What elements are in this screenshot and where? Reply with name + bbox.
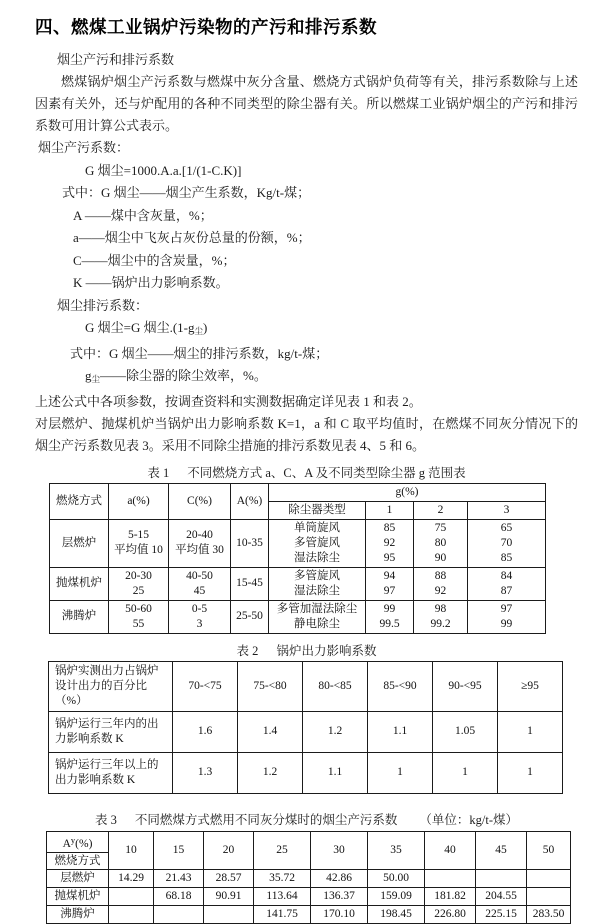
intro-paragraph: 燃煤锅炉烟尘产污系数与燃煤中灰分含量、燃烧方式锅炉负荷等有关，排污系数除与上述因素有关外，还与炉配用的各种不同类型的除尘器有关。所以燃煤工业锅炉烟尘的产污和排污系数可用计算公式表示。 bbox=[35, 74, 578, 133]
table3-caption-label: 表 3 bbox=[94, 812, 117, 827]
table3-cell bbox=[527, 887, 571, 905]
corner-text: A bbox=[62, 837, 71, 850]
cell-line: 99.2 bbox=[430, 617, 451, 630]
table3-cell: 68.18 bbox=[154, 887, 204, 905]
table3-cell bbox=[476, 869, 527, 887]
cell-line: 20-40 bbox=[186, 529, 213, 541]
term-text-end: ——除尘器的除尘效率，%。 bbox=[100, 368, 267, 383]
emission-formula-equation bbox=[85, 317, 578, 343]
cell-g1 bbox=[366, 519, 414, 567]
equation-subscript: 尘 bbox=[194, 326, 204, 336]
table3-cell bbox=[425, 869, 476, 887]
cell-a bbox=[109, 600, 169, 633]
cell-line: 55 bbox=[132, 617, 145, 630]
table2-cell: 85-<90 bbox=[368, 661, 433, 711]
cell-line: 多管旋风 bbox=[294, 569, 340, 582]
note-paragraph-1: 上述公式中各项参数，按调查资料和实测数据确定详见表 1 和表 2。 bbox=[35, 393, 422, 409]
formula-term-a: a——烟尘中飞灰占灰份总量的份额，%； bbox=[73, 230, 311, 245]
table2-row-label: 锅炉运行三年内的出力影响系数 K bbox=[49, 711, 173, 752]
table3-ash-col: 20 bbox=[204, 831, 254, 869]
cell-g2 bbox=[414, 567, 468, 600]
cell-line: 多管旋风 bbox=[294, 536, 340, 549]
cell-line: 单筒旋风 bbox=[294, 521, 340, 534]
cell-collectors bbox=[269, 519, 366, 567]
table3-ash-col: 10 bbox=[109, 831, 154, 869]
page-title: 四、燃煤工业锅炉污染物的产污和排污系数 bbox=[35, 17, 377, 37]
table3-cell: 198.45 bbox=[368, 905, 425, 923]
table1-range-table bbox=[49, 483, 546, 634]
table2-cell: 1 bbox=[498, 752, 563, 793]
cell-line: 平均值 10 bbox=[114, 544, 163, 556]
cell-line: 3 bbox=[196, 617, 203, 630]
table2-cell: 1 bbox=[368, 752, 433, 793]
cell-g3 bbox=[468, 519, 546, 567]
emission-formula-heading: 烟尘排污系数： bbox=[57, 297, 149, 313]
table1-header-row-1 bbox=[50, 483, 546, 501]
table3-cell: 42.86 bbox=[311, 869, 368, 887]
cell-line: 0-5 bbox=[191, 602, 208, 615]
table2-cell: 1.1 bbox=[303, 752, 368, 793]
table3-cell: 141.75 bbox=[254, 905, 311, 923]
table2-row-label: 锅炉实测出力占锅炉设计出力的百分比（%） bbox=[49, 661, 173, 711]
table3-row-label: 沸腾炉 bbox=[47, 905, 109, 923]
table3-ash-col: 25 bbox=[254, 831, 311, 869]
cell-method: 层燃炉 bbox=[50, 519, 109, 567]
cell-line: 70 bbox=[500, 536, 513, 549]
table3-cell: 21.43 bbox=[154, 869, 204, 887]
table3-caption-text: 不同燃煤方式燃用不同灰分煤时的烟尘产污系数 bbox=[134, 812, 398, 827]
cell-A: 15-45 bbox=[231, 567, 269, 600]
table3-cell: 90.91 bbox=[204, 887, 254, 905]
cell-line: 84 bbox=[500, 569, 513, 582]
table3-cell bbox=[204, 905, 254, 923]
table3-ash-col: 50 bbox=[527, 831, 571, 869]
table3-cell: 170.10 bbox=[311, 905, 368, 923]
table3-ash-col: 15 bbox=[154, 831, 204, 869]
table3-caption-unit: （单位：kg/t-煤） bbox=[419, 812, 518, 827]
cell-line: 95 bbox=[383, 551, 396, 564]
cell-line: 25 bbox=[132, 584, 145, 597]
table2-cell: ≥95 bbox=[498, 661, 563, 711]
note-paragraph-2: 对层燃炉、抛煤机炉当锅炉出力影响系数 K=1，a 和 C 取平均值时，在燃煤不同灰分情况下的烟尘产污系数见表 3。采用不同除尘措施的排污系数见表 4、5 和 6。 bbox=[35, 415, 578, 453]
cell-line: 99 bbox=[500, 617, 513, 630]
table1-header-collector-type: 除尘器类型 bbox=[269, 501, 366, 519]
table2-row-within3years bbox=[49, 711, 563, 752]
cell-line: 88 bbox=[434, 569, 447, 582]
table3-row-cengranlu bbox=[47, 869, 571, 887]
cell-line: 40-50 bbox=[186, 569, 213, 582]
cell-line: 平均值 30 bbox=[175, 544, 224, 556]
cell-line: 99 bbox=[383, 602, 396, 615]
table3-row-paomeijilu bbox=[47, 887, 571, 905]
table3-cell: 28.57 bbox=[204, 869, 254, 887]
table3-cell: 136.37 bbox=[311, 887, 368, 905]
table2-caption bbox=[35, 641, 578, 659]
cell-method: 抛煤机炉 bbox=[50, 567, 109, 600]
table3-ash-col: 35 bbox=[368, 831, 425, 869]
table1-header-method: 燃烧方式 bbox=[50, 483, 109, 519]
table2-caption-label: 表 2 bbox=[236, 643, 259, 658]
cell-collectors bbox=[269, 600, 366, 633]
table3-cell bbox=[154, 905, 204, 923]
table3-cell bbox=[527, 869, 571, 887]
table2-caption-text: 锅炉出力影响系数 bbox=[276, 643, 377, 658]
cell-line: 85 bbox=[383, 521, 396, 534]
term-text: g bbox=[85, 368, 92, 383]
table3-caption bbox=[35, 810, 578, 828]
formula-term-g: 式中：G 烟尘——烟尘产生系数，Kg/t-煤； bbox=[62, 185, 311, 200]
cell-line: 98 bbox=[434, 602, 447, 615]
cell-line: 90 bbox=[434, 551, 447, 564]
cell-line: 65 bbox=[500, 521, 513, 534]
table2-cell: 1.2 bbox=[238, 752, 303, 793]
table3-row-feitenglu bbox=[47, 905, 571, 923]
table2-output-coefficient bbox=[48, 661, 563, 794]
table3-cell bbox=[109, 887, 154, 905]
cell-g3 bbox=[468, 600, 546, 633]
cell-line: 45 bbox=[193, 584, 206, 597]
formula-term-K: K ——锅炉出力影响系数。 bbox=[73, 275, 229, 290]
cell-line: 湿法除尘 bbox=[294, 584, 340, 597]
emission-term-gdust bbox=[85, 365, 578, 391]
cell-g2 bbox=[414, 600, 468, 633]
table1-header-grade3: 3 bbox=[468, 501, 546, 519]
equation-text: G 烟尘=G 烟尘.(1-g bbox=[85, 320, 195, 335]
table2-cell: 1 bbox=[433, 752, 498, 793]
table1-caption-text: 不同燃烧方式 a、C、A 及不同类型除尘器 g 范围表 bbox=[187, 465, 466, 480]
table3-cell: 159.09 bbox=[368, 887, 425, 905]
table3-cell: 181.82 bbox=[425, 887, 476, 905]
cell-line: 92 bbox=[383, 536, 396, 549]
table1-row-feitenglu bbox=[50, 600, 546, 633]
cell-c bbox=[169, 567, 231, 600]
table2-cell: 75-<80 bbox=[238, 661, 303, 711]
cell-line: 85 bbox=[500, 551, 513, 564]
cell-line: 静电除尘 bbox=[294, 617, 340, 630]
equation-text-end: ) bbox=[203, 320, 208, 335]
table3-cell: 225.15 bbox=[476, 905, 527, 923]
table2-cell: 1.6 bbox=[173, 711, 238, 752]
cell-A: 25-50 bbox=[231, 600, 269, 633]
cell-line: 5-15 bbox=[127, 529, 150, 541]
table3-cell: 14.29 bbox=[109, 869, 154, 887]
table3-cell: 35.72 bbox=[254, 869, 311, 887]
cell-line: 94 bbox=[383, 569, 396, 582]
table3-cell: 204.55 bbox=[476, 887, 527, 905]
cell-line: 87 bbox=[500, 584, 513, 597]
cell-line: 50-60 bbox=[125, 602, 152, 615]
term-subscript: 尘 bbox=[91, 374, 101, 384]
cell-line: 多管加湿法除尘 bbox=[276, 602, 358, 615]
table3-cell: 226.80 bbox=[425, 905, 476, 923]
emission-term-g: 式中：G 烟尘——烟尘的排污系数，kg/t-煤； bbox=[70, 345, 329, 361]
table1-header-a: a(%) bbox=[109, 483, 169, 519]
table1-header-g: g(%) bbox=[269, 483, 546, 501]
table2-header-row bbox=[49, 661, 563, 711]
cell-c bbox=[169, 600, 231, 633]
cell-line: 湿法除尘 bbox=[294, 551, 340, 564]
table3-corner-method: 燃烧方式 bbox=[47, 852, 109, 869]
production-formula-equation: G 烟尘=1000.A.a.[1/(1-C.K)] bbox=[85, 162, 242, 178]
table2-cell: 80-<85 bbox=[303, 661, 368, 711]
cell-line: 20-30 bbox=[125, 569, 152, 582]
section-subtitle: 烟尘产污和排污系数 bbox=[57, 52, 175, 67]
production-formula-heading: 烟尘产污系数： bbox=[38, 140, 130, 155]
table3-corner-ash bbox=[47, 831, 109, 852]
table2-cell: 90-<95 bbox=[433, 661, 498, 711]
table1-row-paomeijilu bbox=[50, 567, 546, 600]
table2-cell: 1.4 bbox=[238, 711, 303, 752]
cell-g2 bbox=[414, 519, 468, 567]
formula-term-A: A ——煤中含灰量，%； bbox=[73, 207, 213, 223]
table1-header-c: C(%) bbox=[169, 483, 231, 519]
cell-g3 bbox=[468, 567, 546, 600]
table1-header-grade2: 2 bbox=[414, 501, 468, 519]
table3-cell: 283.50 bbox=[527, 905, 571, 923]
cell-c bbox=[169, 519, 231, 567]
table2-cell: 1 bbox=[498, 711, 563, 752]
cell-line: 97 bbox=[500, 602, 513, 615]
cell-a bbox=[109, 519, 169, 567]
table3-cell bbox=[109, 905, 154, 923]
corner-superscript: y bbox=[70, 834, 76, 845]
cell-a bbox=[109, 567, 169, 600]
table3-production-coefficient bbox=[46, 831, 571, 924]
table3-ash-col: 40 bbox=[425, 831, 476, 869]
cell-A: 10-35 bbox=[231, 519, 269, 567]
table1-caption bbox=[35, 463, 578, 481]
table2-cell: 1.2 bbox=[303, 711, 368, 752]
table2-cell: 70-<75 bbox=[173, 661, 238, 711]
table2-cell: 1.3 bbox=[173, 752, 238, 793]
table1-header-A: A(%) bbox=[231, 483, 269, 519]
cell-collectors bbox=[269, 567, 366, 600]
corner-text-end: (%) bbox=[75, 837, 93, 850]
cell-g1 bbox=[366, 567, 414, 600]
cell-method: 沸腾炉 bbox=[50, 600, 109, 633]
table3-ash-col: 30 bbox=[311, 831, 368, 869]
table2-cell: 1.1 bbox=[368, 711, 433, 752]
table3-row-label: 层燃炉 bbox=[47, 869, 109, 887]
cell-g1 bbox=[366, 600, 414, 633]
table3-cell: 113.64 bbox=[254, 887, 311, 905]
table2-row-over3years bbox=[49, 752, 563, 793]
cell-line: 97 bbox=[383, 584, 396, 597]
table3-row-label: 抛煤机炉 bbox=[47, 887, 109, 905]
cell-line: 80 bbox=[434, 536, 447, 549]
table2-row-label: 锅炉运行三年以上的出力影响系数 K bbox=[49, 752, 173, 793]
table1-row-cengranlu bbox=[50, 519, 546, 567]
table1-header-grade1: 1 bbox=[366, 501, 414, 519]
table3-header-row-1 bbox=[47, 831, 571, 852]
table2-cell: 1.05 bbox=[433, 711, 498, 752]
cell-line: 92 bbox=[434, 584, 447, 597]
formula-term-C: C——烟尘中的含炭量，%； bbox=[73, 252, 236, 268]
table1-caption-label: 表 1 bbox=[147, 465, 170, 480]
cell-line: 75 bbox=[434, 521, 447, 534]
table3-cell: 50.00 bbox=[368, 869, 425, 887]
cell-line: 99.5 bbox=[379, 617, 400, 630]
table3-ash-col: 45 bbox=[476, 831, 527, 869]
